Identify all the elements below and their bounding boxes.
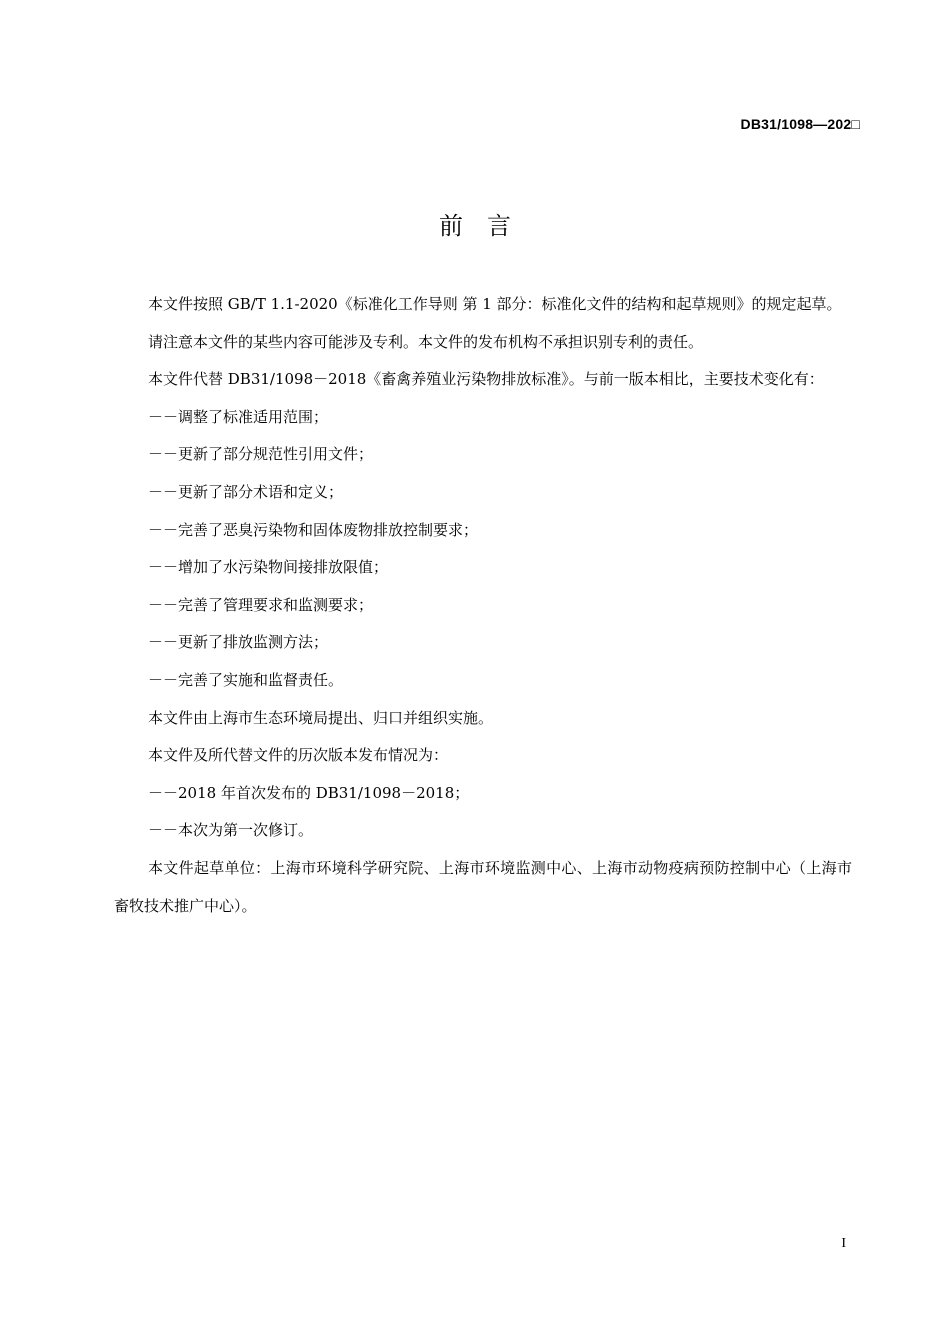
list-item-change: －－增加了水污染物间接排放限值； — [148, 558, 389, 577]
list-item-change: －－更新了部分术语和定义； — [148, 482, 344, 501]
list-item-change: －－更新了排放监测方法； — [148, 633, 329, 652]
paragraph-proposer: 本文件由上海市生态环境局提出、归口并组织实施。 — [148, 708, 494, 727]
paragraph-version-history: 本文件及所代替文件的历次版本发布情况为： — [148, 746, 449, 765]
document-code: DB31/1098—202□ — [740, 116, 860, 132]
list-item-change: －－完善了实施和监督责任。 — [148, 670, 344, 689]
list-item-change: －－完善了管理要求和监测要求； — [148, 595, 374, 614]
list-item-change: －－更新了部分规范性引用文件； — [148, 445, 374, 464]
list-item-version: －－本次为第一次修订。 — [148, 821, 314, 840]
page-title: 前言 — [439, 212, 535, 240]
list-item-change: －－完善了恶臭污染物和固体废物排放控制要求； — [148, 520, 479, 539]
paragraph-drafting-units: 本文件起草单位：上海市环境科学研究院、上海市环境监测中心、上海市动物疫病预防控制中心（上海市畜牧技术推广中心）。 — [114, 858, 852, 915]
list-item-change: －－调整了标准适用范围； — [148, 407, 329, 426]
paragraph-drafting-basis: 本文件按照 GB/T 1.1-2020《标准化工作导则 第 1 部分：标准化文件的结构和起草规则》的规定起草。 — [148, 295, 842, 313]
page-number: I — [841, 1236, 846, 1251]
paragraph-replacement: 本文件代替 DB31/1098－2018《畜禽养殖业污染物排放标准》。与前一版本相比，主要技术变化有： — [148, 370, 824, 389]
foreword-body — [114, 286, 852, 925]
list-item-version: －－2018 年首次发布的 DB31/1098－2018； — [148, 783, 470, 802]
paragraph-patent-notice: 请注意本文件的某些内容可能涉及专利。本文件的发布机构不承担识别专利的责任。 — [148, 332, 704, 351]
